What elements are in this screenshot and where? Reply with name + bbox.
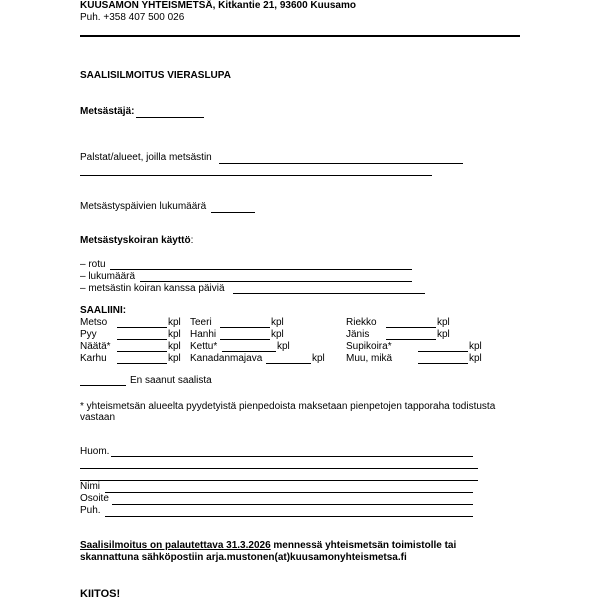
- hunter-label: Metsästäjä:: [80, 106, 135, 117]
- header-divider: [80, 35, 520, 37]
- dog-breed-label: – rotu: [80, 259, 106, 270]
- address-field[interactable]: [112, 504, 473, 505]
- catch-heading: SAALIINI:: [80, 305, 127, 316]
- species-count-field[interactable]: [418, 363, 468, 364]
- unit-label: kpl: [312, 353, 325, 364]
- species-label: Muu, mikä: [346, 353, 393, 364]
- unit-label: kpl: [168, 317, 181, 328]
- dog-count-label: – lukumäärä: [80, 271, 136, 282]
- organization-phone: Puh. +358 407 500 026: [80, 12, 185, 23]
- species-count-field[interactable]: [418, 351, 468, 352]
- species-count-field[interactable]: [266, 363, 311, 364]
- footnote-line-1: * yhteismetsän alueelta pyydetyistä pienpedoista maksetaan pienpetojen tapporaha todistusta: [80, 401, 496, 412]
- organization-header: KUUSAMON YHTEISMETSÄ, Kitkantie 21, 93600 Kuusamo: [80, 0, 356, 11]
- species-count-field[interactable]: [220, 327, 270, 328]
- species-label: Supikoira*: [346, 341, 392, 352]
- species-count-field[interactable]: [117, 327, 167, 328]
- species-label: Riekko: [346, 317, 377, 328]
- return-deadline: Saalisilmoitus on palautettava 31.3.2026: [80, 540, 271, 551]
- unit-label: kpl: [469, 353, 482, 364]
- species-label: Teeri: [190, 317, 212, 328]
- unit-label: kpl: [437, 317, 450, 328]
- note-field-continued[interactable]: [80, 468, 478, 469]
- species-count-field[interactable]: [386, 339, 436, 340]
- dog-days-label: – metsästin koiran kanssa päiviä: [80, 283, 225, 294]
- name-field[interactable]: [105, 492, 473, 493]
- return-notice-line-2: skannattuna sähköpostiin arja.mustonen(at)kuusamonyhteismetsa.fi: [80, 552, 407, 563]
- closing-thanks: KIITOS!: [80, 588, 121, 600]
- unit-label: kpl: [469, 341, 482, 352]
- dog-heading: Metsästyskoiran käyttö:: [80, 235, 194, 246]
- name-label: Nimi: [80, 481, 100, 492]
- unit-label: kpl: [168, 353, 181, 364]
- dog-count-field[interactable]: [140, 281, 412, 282]
- species-label: Jänis: [346, 329, 370, 340]
- phone-label: Puh.: [80, 505, 101, 516]
- areas-label: Palstat/alueet, joilla metsästin: [80, 152, 212, 163]
- address-label: Osoite: [80, 493, 109, 504]
- no-catch-label: En saanut saalista: [130, 375, 212, 386]
- unit-label: kpl: [168, 341, 181, 352]
- unit-label: kpl: [277, 341, 290, 352]
- days-field[interactable]: [211, 212, 255, 213]
- species-count-field[interactable]: [386, 327, 436, 328]
- hunter-field[interactable]: [136, 117, 204, 118]
- species-label: Hanhi: [190, 329, 217, 340]
- dog-breed-field[interactable]: [110, 269, 412, 270]
- species-label: Pyy: [80, 329, 97, 340]
- species-label: Karhu: [80, 353, 107, 364]
- species-count-field[interactable]: [117, 339, 167, 340]
- footnote-line-2: vastaan: [80, 412, 116, 423]
- note-label: Huom.: [80, 446, 110, 457]
- species-label: Kettu*: [190, 341, 218, 352]
- species-label: Kanadanmajava: [190, 353, 263, 364]
- species-label: Näätä*: [80, 341, 111, 352]
- unit-label: kpl: [437, 329, 450, 340]
- species-count-field[interactable]: [117, 363, 167, 364]
- unit-label: kpl: [271, 329, 284, 340]
- areas-field[interactable]: [219, 163, 463, 164]
- species-count-field[interactable]: [220, 339, 270, 340]
- areas-field-continued[interactable]: [80, 175, 432, 176]
- species-count-field[interactable]: [222, 351, 276, 352]
- species-label: Metso: [80, 317, 108, 328]
- no-catch-field[interactable]: [80, 385, 126, 386]
- dog-days-field[interactable]: [233, 293, 425, 294]
- unit-label: kpl: [271, 317, 284, 328]
- phone-field[interactable]: [105, 516, 473, 517]
- return-notice-line-1: Saalisilmoitus on palautettava 31.3.2026 mennessä yhteismetsän toimistolle tai: [80, 540, 457, 551]
- species-count-field[interactable]: [117, 351, 167, 352]
- form-title: SAALISILMOITUS VIERASLUPA: [80, 70, 231, 81]
- note-field[interactable]: [111, 456, 473, 457]
- days-label: Metsästyspäivien lukumäärä: [80, 201, 207, 212]
- note-field-continued[interactable]: [80, 480, 478, 481]
- unit-label: kpl: [168, 329, 181, 340]
